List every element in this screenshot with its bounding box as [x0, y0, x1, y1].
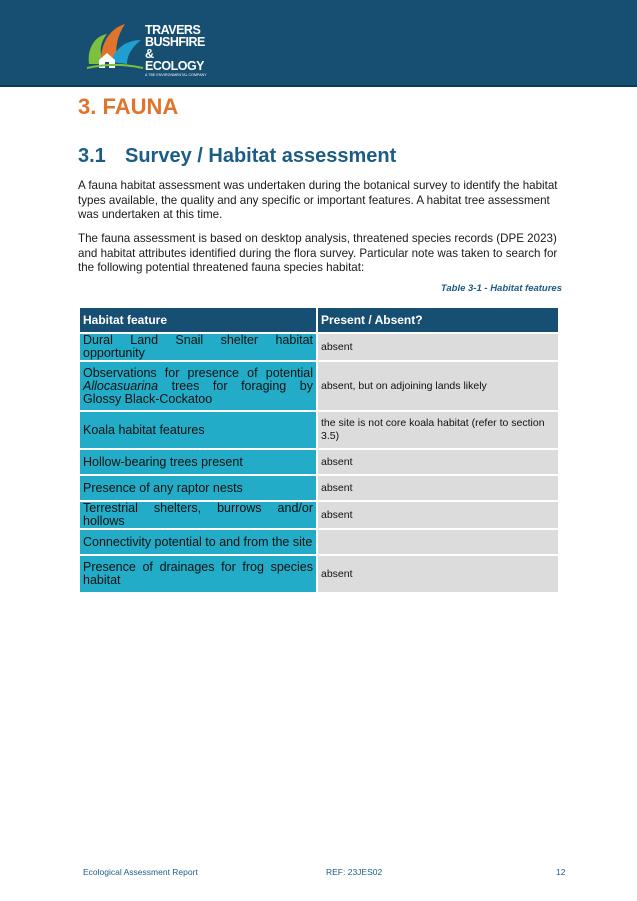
table-row: [80, 412, 558, 448]
presence-cell: absent: [318, 556, 558, 592]
habitat-feature-cell: Presence of any raptor nests: [80, 476, 316, 500]
presence-cell: absent, but on adjoining lands likely: [318, 362, 558, 410]
subsection-number: 3.1: [78, 145, 106, 167]
header-band: [0, 0, 637, 87]
section-title: FAUNA: [102, 94, 179, 119]
table-row: [80, 502, 558, 528]
presence-cell: absent: [318, 450, 558, 474]
logo-tagline: A TBE ENVIRONMENTAL COMPANY: [145, 73, 207, 77]
feature-species-name: Allocasuarina: [83, 378, 159, 393]
habitat-table: [78, 306, 560, 594]
table-row: [80, 556, 558, 592]
table-header-row: [80, 308, 558, 332]
logo-line-2: BUSHFIRE: [145, 35, 205, 49]
habitat-feature-cell: Koala habitat features: [80, 412, 316, 448]
habitat-feature-cell: Presence of drainages for frog species habitat: [80, 556, 316, 592]
section-heading: [78, 94, 178, 120]
feature-text-part: Observations for presence of potential: [83, 365, 313, 380]
table-caption: Table 3-1 - Habitat features: [440, 283, 562, 294]
subsection-heading: [78, 145, 396, 168]
habitat-feature-cell: Dural Land Snail shelter habitat opportunity: [80, 334, 316, 360]
header-present-absent: Present / Absent?: [318, 308, 558, 332]
habitat-feature-cell: [80, 362, 316, 410]
subsection-title: Survey / Habitat assessment: [125, 145, 397, 167]
footer-page-number: 12: [556, 867, 566, 877]
table-row: [80, 530, 558, 554]
header-habitat-feature: Habitat feature: [80, 308, 316, 332]
section-number: 3.: [78, 94, 97, 119]
habitat-feature-cell: Hollow-bearing trees present: [80, 450, 316, 474]
paragraph-1: A fauna habitat assessment was undertaken during the botanical survey to identify the habitat types available, the quality and any specific or important features. A habitat tree assessment was undertaken at this time.: [78, 179, 558, 221]
table-row: [80, 476, 558, 500]
paragraph-2: The fauna assessment is based on desktop analysis, threatened species records (DPE 2023) and habitat attributes identified during the flora survey. Particular note was taken to search for the following potential threatened fauna species habitat:: [78, 232, 558, 274]
presence-cell: absent: [318, 502, 558, 528]
leaf-logo-icon: [85, 20, 145, 72]
table-row: [80, 334, 558, 360]
presence-cell: absent: [318, 476, 558, 500]
presence-cell: [318, 530, 558, 554]
feature-text-part: trees for foraging by Glossy Black-Cockatoo: [83, 378, 313, 406]
presence-cell: absent: [318, 334, 558, 360]
logo-line-3: & ECOLOGY: [145, 47, 205, 73]
company-logo: [85, 20, 215, 77]
logo-line-1: TRAVERS: [145, 23, 201, 37]
presence-cell: the site is not core koala habitat (refer to section 3.5): [318, 412, 558, 448]
table-row: [80, 362, 558, 410]
habitat-feature-cell: Terrestrial shelters, burrows and/or hollows: [80, 502, 316, 528]
habitat-feature-cell: Connectivity potential to and from the site: [80, 530, 316, 554]
footer-report-title: Ecological Assessment Report: [83, 867, 198, 877]
table-row: [80, 450, 558, 474]
footer-reference: REF: 23JES02: [326, 867, 383, 877]
